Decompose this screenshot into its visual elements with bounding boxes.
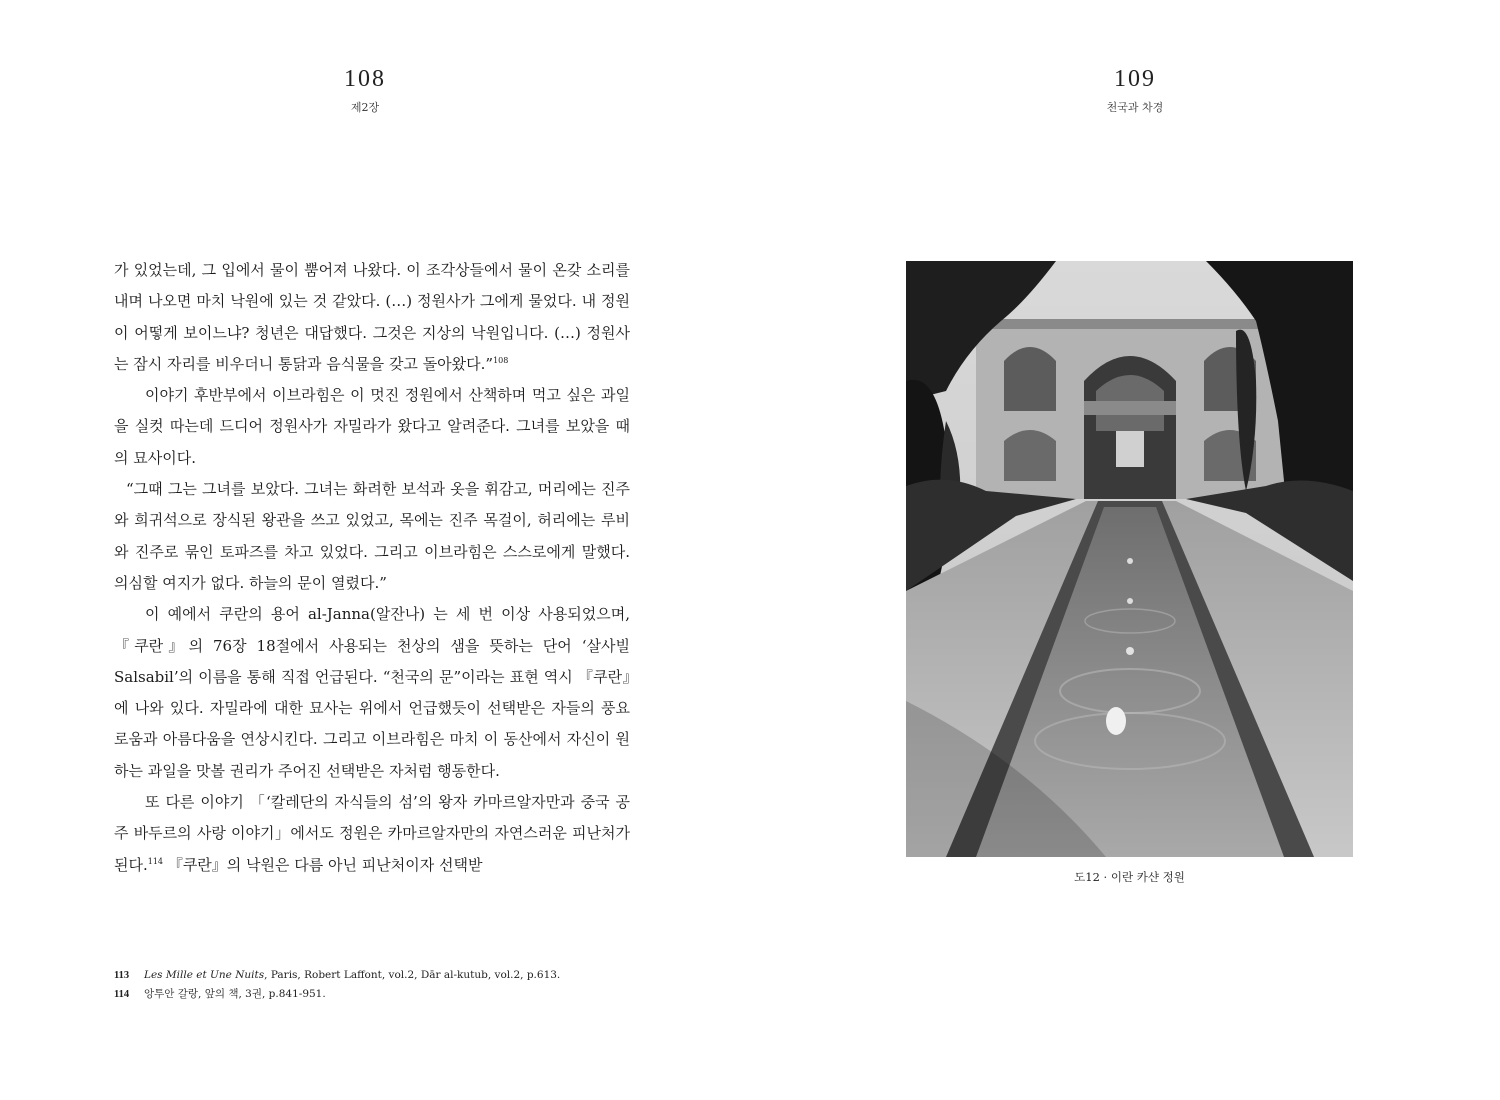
footnote-marker: 108 <box>493 355 509 365</box>
footnote-113 <box>114 966 674 985</box>
footnote-text <box>144 966 560 985</box>
page-number-left: 108 <box>344 66 386 92</box>
footnote-text: 앙투안 갈랑, 앞의 책, 3권, p.841-951. <box>144 988 326 1000</box>
right-folio <box>750 66 1500 115</box>
paragraph-1-text: 가 있었는데, 그 입에서 물이 뿜어져 나왔다. 이 조각상들에서 물이 온갖 소리를 내며 나오면 마치 낙원에 있는 것 같았다. (…) 정원사가 그에게 물었다. 내 정원이 어떻게 보이느냐? 청년은 대답했다. 그것은 지상의 낙원입니다. (…) 정원사는 잠시 자리를 비우더니 통닭과 음식물을 갖고 돌아왔다.” <box>114 261 630 373</box>
footnotes <box>114 966 674 1004</box>
paragraph-2: 이야기 후반부에서 이브라힘은 이 멋진 정원에서 산책하며 먹고 싶은 과일을 실컷 따는데 드디어 정원사가 자밀라가 왔다고 알려준다. 그녀를 보았을 때의 묘사이다. <box>114 386 630 467</box>
footnote-114 <box>114 985 674 1004</box>
running-head-left: 제2장 <box>350 101 380 114</box>
footnote-detail: , Paris, Robert Laffont, vol.2, Dār al-kutub, vol.2, p.613. <box>264 969 561 981</box>
paragraph-5 <box>114 787 630 881</box>
paragraph-4: 이 예에서 쿠란의 용어 al-Janna(알잔나) 는 세 번 이상 사용되었으며, 『쿠란』의 76장 18절에서 사용되는 천상의 샘을 뜻하는 단어 ‘살사빌 Salsabil’의 이름을 통해 직접 언급된다. “천국의 문”이라는 표현 역시 『쿠란』에 나와 있다. 자밀라에 대한 묘사는 위에서 언급했듯이 선택받은 자들의 풍요로움과 아름다움을 연상시킨다. 그리고 이브라힘은 마치 이 동산에서 자신이 원하는 과일을 맛볼 권리가 주어진 선택받은 자처럼 행동한다. <box>114 605 630 780</box>
left-folio <box>0 66 730 115</box>
garden-photo-illustration <box>906 261 1353 857</box>
paragraph-3-quote: “그때 그는 그녀를 보았다. 그녀는 화려한 보석과 옷을 휘감고, 머리에는 진주와 희귀석으로 장식된 왕관을 쓰고 있었고, 목에는 진주 목걸이, 허리에는 루비와 진주로 묶인 토파즈를 차고 있었다. 그리고 이브라힘은 스스로에게 말했다. 의심할 여지가 없다. 하늘의 문이 열렸다.” <box>114 480 630 592</box>
footnote-title: Les Mille et Une Nuits <box>144 969 265 981</box>
running-head-right: 천국과 차경 <box>1106 101 1164 114</box>
paragraph-5-text: 또 다른 이야기 「‘칼레단의 자식들의 섬’의 왕자 카마르알자만과 중국 공주 바두르의 사랑 이야기」에서도 정원은 카마르알자만의 자연스러운 피난처가 된다. <box>114 793 630 874</box>
figure-caption: 도12 · 이란 카샨 정원 <box>1074 870 1185 884</box>
garden-photo <box>906 261 1353 857</box>
footnote-number: 113 <box>114 970 130 981</box>
footnote-number: 114 <box>114 989 130 1000</box>
main-text <box>114 255 630 881</box>
paragraph-1 <box>114 255 630 380</box>
footnote-marker: 114 <box>147 856 164 866</box>
page-number-right: 109 <box>1114 66 1156 92</box>
paragraph-5-continued: 『쿠란』의 낙원은 다름 아닌 피난처이자 선택받 <box>167 855 483 874</box>
